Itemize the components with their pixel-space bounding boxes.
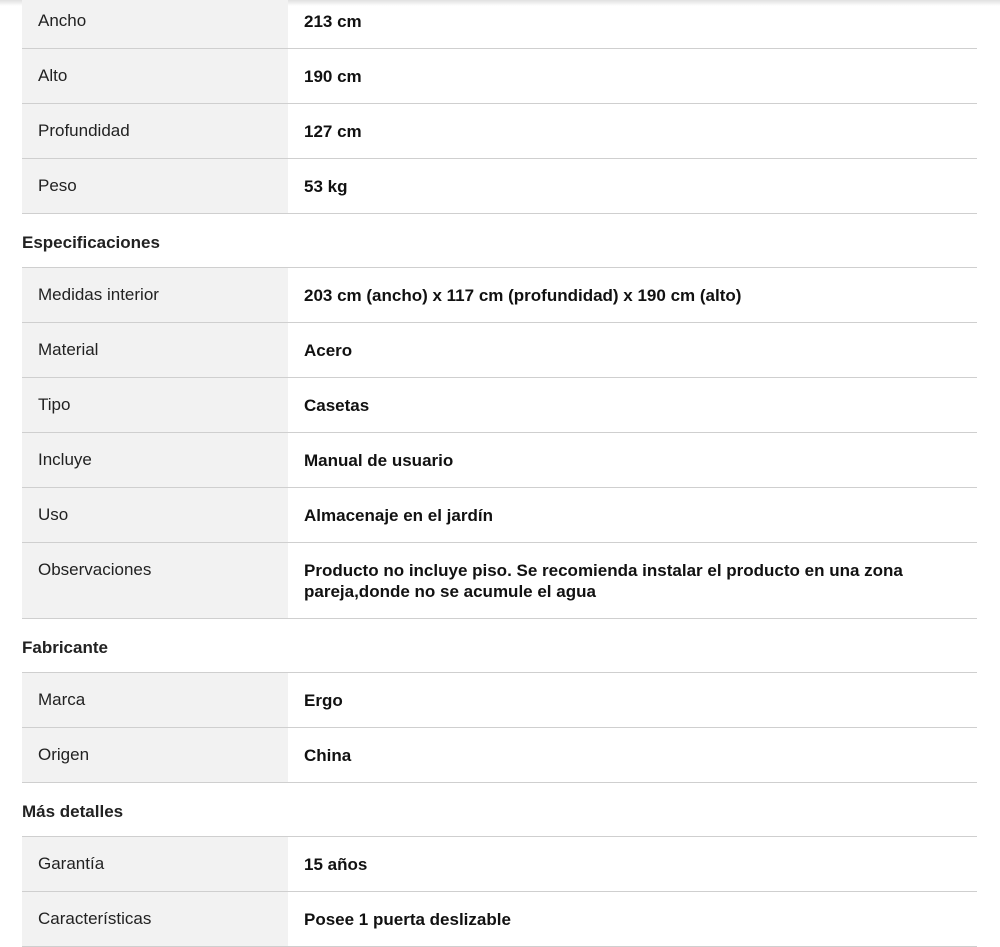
spec-value: 203 cm (ancho) x 117 cm (profundidad) x 190 cm (alto) — [304, 286, 742, 305]
spec-row-profundidad — [22, 104, 977, 159]
spec-row-uso — [22, 488, 977, 543]
specifications-table — [22, 0, 977, 947]
spec-value: Almacenaje en el jardín — [304, 506, 493, 525]
spec-label: Marca — [22, 673, 288, 727]
spec-row-incluye — [22, 433, 977, 488]
spec-value: China — [304, 746, 352, 765]
spec-value: Producto no incluye piso. Se recomienda instalar el producto en una zona pareja,donde no se acumule el agua — [304, 561, 903, 601]
spec-label: Peso — [22, 159, 288, 213]
spec-value: Manual de usuario — [304, 451, 454, 470]
spec-row-ancho — [22, 0, 977, 49]
spec-label: Ancho — [22, 0, 288, 48]
spec-row-origen — [22, 728, 977, 783]
spec-value: Acero — [304, 341, 353, 360]
spec-label: Características — [22, 892, 288, 946]
spec-row-garantia — [22, 837, 977, 892]
section-title-fabricante: Fabricante — [22, 619, 977, 673]
spec-value: Ergo — [304, 691, 343, 710]
spec-label: Profundidad — [22, 104, 288, 158]
spec-label: Incluye — [22, 433, 288, 487]
spec-row-observaciones — [22, 543, 977, 619]
spec-row-medidas-interior — [22, 268, 977, 323]
section-title-especificaciones: Especificaciones — [22, 214, 977, 268]
spec-label: Garantía — [22, 837, 288, 891]
spec-value: Casetas — [304, 396, 370, 415]
spec-row-peso — [22, 159, 977, 214]
spec-label: Observaciones — [22, 543, 288, 618]
spec-label: Medidas interior — [22, 268, 288, 322]
spec-value: 190 cm — [304, 67, 362, 86]
spec-value: 127 cm — [304, 122, 362, 141]
spec-row-alto — [22, 49, 977, 104]
spec-value: 53 kg — [304, 177, 348, 196]
spec-label: Uso — [22, 488, 288, 542]
section-title-mas-detalles: Más detalles — [22, 783, 977, 837]
spec-label: Material — [22, 323, 288, 377]
spec-row-material — [22, 323, 977, 378]
spec-value: Posee 1 puerta deslizable — [304, 910, 511, 929]
spec-label: Alto — [22, 49, 288, 103]
spec-row-tipo — [22, 378, 977, 433]
spec-row-marca — [22, 673, 977, 728]
spec-label: Tipo — [22, 378, 288, 432]
spec-value: 213 cm — [304, 12, 362, 31]
spec-value: 15 años — [304, 855, 368, 874]
spec-label: Origen — [22, 728, 288, 782]
spec-row-caracteristicas — [22, 892, 977, 947]
